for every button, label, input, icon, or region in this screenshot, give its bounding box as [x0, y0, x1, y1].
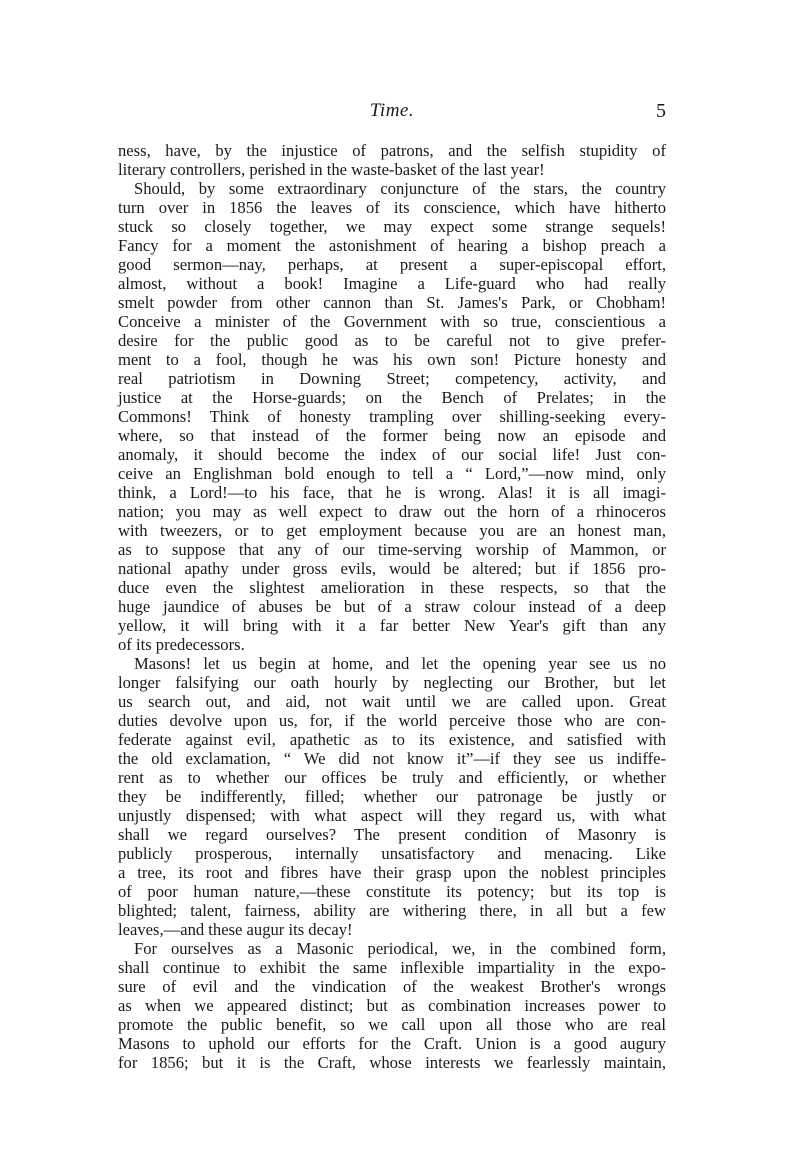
text-line: Masons to uphold our efforts for the Craft. Union is a good augury	[118, 1034, 666, 1053]
text-line: of poor human nature,—these constitute its potency; but its top is	[118, 882, 666, 901]
text-line: good sermon—nay, perhaps, at present a super-episcopal effort,	[118, 255, 666, 274]
text-line: huge jaundice of abuses be but of a straw colour instead of a deep	[118, 597, 666, 616]
text-line: publicly prosperous, internally unsatisfactory and menacing. Like	[118, 844, 666, 863]
text-line: as when we appeared distinct; but as combination increases power to	[118, 996, 666, 1015]
text-line: For ourselves as a Masonic periodical, we, in the combined form,	[134, 939, 666, 958]
text-line: ceive an Englishman bold enough to tell a “ Lord,”—now mind, only	[118, 464, 666, 483]
text-line: ness, have, by the injustice of patrons, and the selfish stupidity of	[118, 141, 666, 160]
text-line: of its predecessors.	[118, 635, 245, 654]
text-line: duties devolve upon us, for, if the world perceive those who are con-	[118, 711, 666, 730]
text-line: literary controllers, perished in the waste-basket of the last year!	[118, 160, 545, 179]
text-line: justice at the Horse-guards; on the Bench of Prelates; in the	[118, 388, 666, 407]
text-line: desire for the public good as to be careful not to give prefer-	[118, 331, 666, 350]
text-line: Masons! let us begin at home, and let the opening year see us no	[134, 654, 666, 673]
text-line: blighted; talent, fairness, ability are withering there, in all but a few	[118, 901, 666, 920]
text-line: for 1856; but it is the Craft, whose interests we fearlessly maintain,	[118, 1053, 666, 1072]
text-line: yellow, it will bring with it a far better New Year's gift than any	[118, 616, 666, 635]
text-line: us search out, and aid, not wait until we are called upon. Great	[118, 692, 666, 711]
text-line: almost, without a book! Imagine a Life-guard who had really	[118, 274, 666, 293]
text-line: as to suppose that any of our time-serving worship of Mammon, or	[118, 540, 666, 559]
text-line: Conceive a minister of the Government with so true, conscientious a	[118, 312, 666, 331]
text-line: anomaly, it should become the index of our social life! Just con-	[118, 445, 666, 464]
text-line: with tweezers, or to get employment because you are an honest man,	[118, 521, 666, 540]
text-line: think, a Lord!—to his face, that he is wrong. Alas! it is all imagi-	[118, 483, 666, 502]
text-line: the old exclamation, “ We did not know it”—if they see us indiffe-	[118, 749, 666, 768]
text-line: turn over in 1856 the leaves of its conscience, which have hitherto	[118, 198, 666, 217]
text-line: shall continue to exhibit the same inflexible impartiality in the expo-	[118, 958, 666, 977]
text-line: federate against evil, apathetic as to its existence, and satisfied with	[118, 730, 666, 749]
text-line: national apathy under gross evils, would be altered; but if 1856 pro-	[118, 559, 666, 578]
text-line: nation; you may as well expect to draw out the horn of a rhinoceros	[118, 502, 666, 521]
text-line: rent as to whether our offices be truly and efficiently, or whether	[118, 768, 666, 787]
text-line: smelt powder from other cannon than St. James's Park, or Chobham!	[118, 293, 666, 312]
text-line: shall we regard ourselves? The present condition of Masonry is	[118, 825, 666, 844]
text-line: sure of evil and the vindication of the weakest Brother's wrongs	[118, 977, 666, 996]
text-line: stuck so closely together, we may expect some strange sequels!	[118, 217, 666, 236]
running-head	[118, 100, 666, 126]
text-line: Fancy for a moment the astonishment of hearing a bishop preach a	[118, 236, 666, 255]
text-line: promote the public benefit, so we call upon all those who are real	[118, 1015, 666, 1034]
text-line: unjustly dispensed; with what aspect will they regard us, with what	[118, 806, 666, 825]
text-line: real patriotism in Downing Street; competency, activity, and	[118, 369, 666, 388]
text-line: Commons! Think of honesty trampling over shilling-seeking every-	[118, 407, 666, 426]
running-title: Time.	[369, 100, 415, 121]
text-line: longer falsifying our oath hourly by neglecting our Brother, but let	[118, 673, 666, 692]
page-number: 5	[656, 100, 666, 122]
text-line: leaves,—and these augur its decay!	[118, 920, 353, 939]
text-line: a tree, its root and fibres have their grasp upon the noblest principles	[118, 863, 666, 882]
body-text	[118, 141, 666, 1072]
text-line: duce even the slightest amelioration in these respects, so that the	[118, 578, 666, 597]
text-line: Should, by some extraordinary conjuncture of the stars, the country	[134, 179, 666, 198]
text-line: they be indifferently, filled; whether our patronage be justly or	[118, 787, 666, 806]
text-line: ment to a fool, though he was his own son! Picture honesty and	[118, 350, 666, 369]
text-line: where, so that instead of the former being now an episode and	[118, 426, 666, 445]
